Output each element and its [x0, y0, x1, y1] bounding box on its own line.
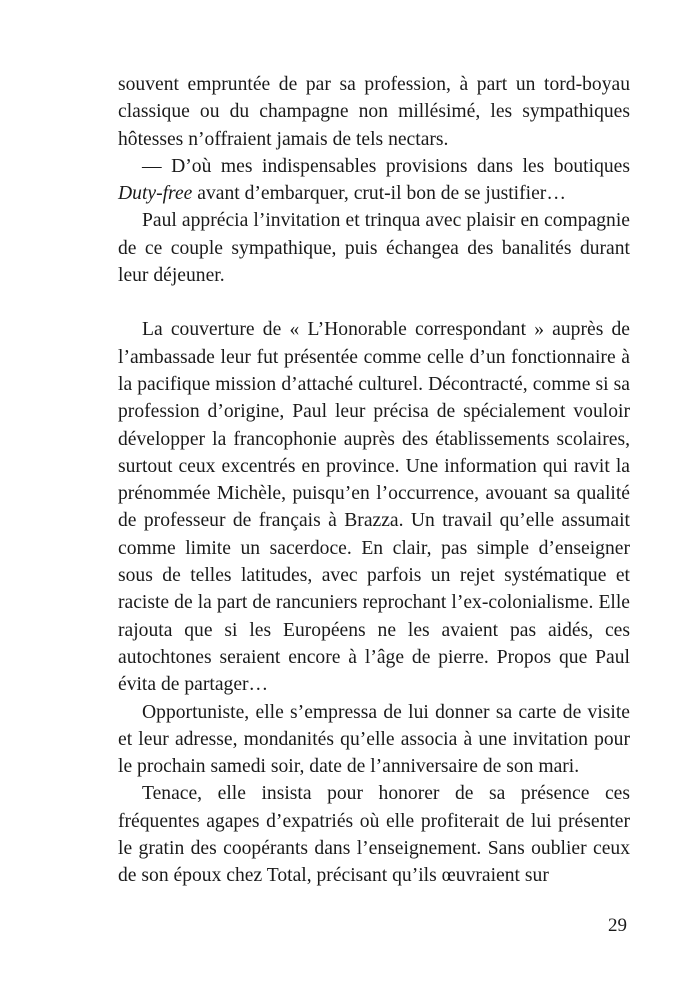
paragraph-invitation: Paul apprécia l’invitation et trinqua avec plaisir en compagnie de ce couple sympathique, puis échangea des banalités durant leur déjeuner.: [118, 210, 630, 287]
page-body: [118, 71, 630, 890]
paragraph-dialogue: [118, 153, 630, 208]
paragraph-business-card: Opportuniste, elle s’empressa de lui donner sa carte de visite et leur adresse, mondanités qu’elle associa à une invitation pour le prochain samedi soir, date de l’anniversaire de son mari.: [118, 701, 630, 778]
italic-duty-free: Duty-free: [118, 183, 193, 205]
paragraph-cover-story: La couverture de « L’Honorable correspondant » auprès de l’ambassade leur fut présentée comme celle d’un fonctionnaire à la pacifique mission d’attaché culturel. Décontracté, comme si sa profession d’origine, Paul leur précisa de spécialement vouloir développer la francophonie auprès des établissements scolaires, surtout ceux excentrés en province. Une information qui ravit la prénommée Michèle, puisqu’en l’occurrence, avouant sa qualité de professeur de français à Brazza. Un travail qu’elle assumait comme limite un sacerdoce. En clair, pas simple d’enseigner sous de telles latitudes, avec parfois un rejet systématique et raciste de la part de rancuniers reprochant l’ex-colonialisme. Elle rajouta que si les Européens ne les avaient pas aidés, ces autochtones seraient encore à l’âge de pierre. Propos que Paul évita de partager…: [118, 319, 630, 696]
dialogue-text-end: avant d’embarquer, crut-il bon de se justifier…: [197, 183, 566, 205]
paragraph-tenacious: Tenace, elle insista pour honorer de sa présence ces fréquentes agapes d’expatriés où elle profiterait de lui présenter le gratin des coopérants dans l’enseignement. Sans oublier ceux de son époux chez Total, précisant qu’ils œuvraient sur: [118, 783, 630, 887]
dialogue-text-start: — D’où mes indispensables provisions dans les boutiques: [142, 155, 630, 177]
paragraph-continued: souvent empruntée de par sa profession, à part un tord-boyau classique ou du champagne non millésimé, les sympathiques hôtesses n’offraient jamais de tels nectars.: [118, 74, 630, 150]
page-number: 29: [608, 915, 627, 936]
